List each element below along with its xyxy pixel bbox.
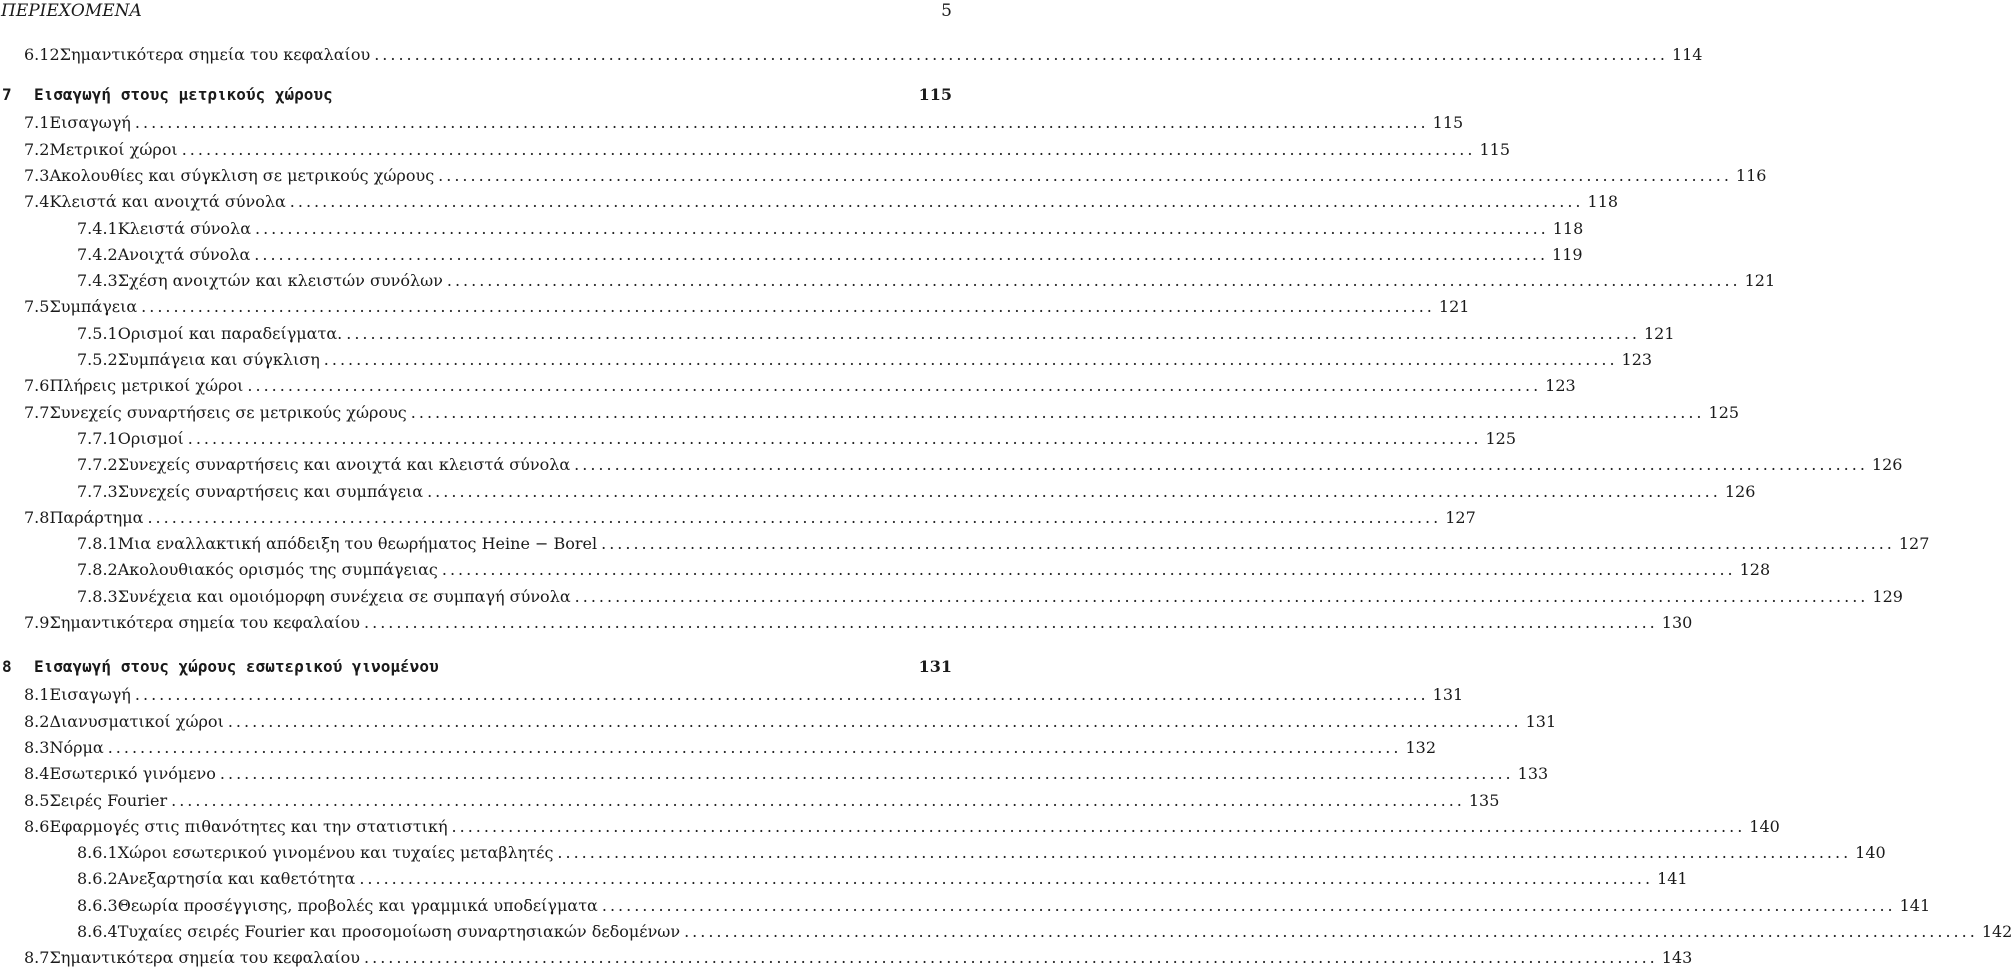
entry-title: Εισαγωγή στους χώρους εσωτερικού γινομένου <box>34 657 439 677</box>
entry-page-number: 125 <box>1708 402 1740 422</box>
dot-leader: ................................................................................................................................................................ <box>147 507 1442 527</box>
entry-page-number: 129 <box>1872 586 1903 606</box>
toc-chapter-entry[interactable] <box>0 655 952 683</box>
toc-subsection-entry[interactable] <box>0 427 1517 451</box>
entry-number: 7.4 <box>24 192 50 212</box>
dot-leader: ................................................................................................................................................................ <box>141 297 1435 317</box>
entry-title: Θεωρία προσέγγισης, προβολές και γραμμικά υποδείγματα <box>117 895 598 915</box>
toc-section-entry[interactable] <box>0 190 1619 214</box>
entry-title: Σειρές Fourier <box>49 790 168 810</box>
entry-number: 8.4 <box>24 764 50 784</box>
entry-page-number: 126 <box>1724 481 1756 501</box>
entry-title: Σχέση ανοιχτών και κλειστών συνόλων <box>117 271 443 291</box>
entry-title: Εισαγωγή στους μετρικούς χώρους <box>34 85 333 105</box>
toc-subsection-entry[interactable] <box>0 867 1688 891</box>
toc-section-entry[interactable] <box>0 710 1557 734</box>
entry-number: 7.5 <box>24 297 50 317</box>
toc-section-entry[interactable] <box>0 762 1549 786</box>
dot-leader: ................................................................................................................................................................ <box>441 560 1736 580</box>
entry-number: 7.2 <box>24 139 50 159</box>
entry-title: Κλειστά σύνολα <box>117 218 251 238</box>
dot-leader: ................................................................................................................................................................ <box>601 895 1896 915</box>
entry-page-number: 118 <box>1552 218 1584 238</box>
dot-leader: ................................................................................................................................................................ <box>438 165 1732 185</box>
toc-subsection-entry[interactable] <box>0 480 1756 504</box>
entry-page-number: 126 <box>1871 455 1903 475</box>
dot-leader: ................................................................................................................................................................ <box>601 534 1895 554</box>
dot-leader: ................................................................................................................................................................ <box>227 711 1522 731</box>
entry-number: 7.8.2 <box>77 560 118 580</box>
toc-subsection-entry[interactable] <box>0 322 1675 346</box>
entry-title: Σημαντικότερα σημεία του κεφαλαίου <box>49 613 361 632</box>
entry-title: Συνεχείς συναρτήσεις και συμπάγεια <box>117 481 424 501</box>
entry-number: 8.6 <box>24 816 50 836</box>
entry-number: 7.1 <box>24 113 50 133</box>
entry-title: Κλειστά και ανοιχτά σύνολα <box>49 192 286 212</box>
entry-title: Ακολουθίες και σύγκλιση σε μετρικούς χώρους <box>49 165 435 185</box>
toc-section-entry[interactable] <box>0 611 1693 635</box>
entry-title: Παράρτημα <box>49 507 144 527</box>
toc-subsection-entry[interactable] <box>0 558 1771 582</box>
entry-page-number: 135 <box>1468 790 1500 810</box>
entry-number: 7.8.3 <box>77 586 118 606</box>
dot-leader: ................................................................................................................................................................ <box>219 764 1514 784</box>
entry-page-number: 121 <box>1744 271 1776 291</box>
entry-number: 7.4.2 <box>77 244 118 264</box>
entry-page-number: 115 <box>1479 139 1510 159</box>
entry-title: Νόρμα <box>49 737 104 757</box>
entry-title: Συμπάγεια και σύγκλιση <box>117 350 320 369</box>
entry-title: Χώροι εσωτερικού γινομένου και τυχαίες μεταβλητές <box>117 843 554 863</box>
entry-title: Πλήρεις μετρικοί χώροι <box>49 376 244 396</box>
entry-number: 7.5.1 <box>77 323 118 343</box>
entry-page-number: 118 <box>1587 192 1619 212</box>
entry-page-number: 115 <box>1432 113 1464 133</box>
dot-leader: ................................................................................................................................................................ <box>254 244 1549 264</box>
entry-number: 7.4.3 <box>77 271 118 291</box>
dot-leader: ................................................................................................................................................................ <box>187 428 1482 448</box>
entry-number: 8.7 <box>24 948 50 968</box>
toc-section-entry[interactable] <box>0 683 1464 707</box>
entry-number: 8.6.4 <box>77 922 118 941</box>
entry-number: 7.7 <box>24 402 50 422</box>
entry-page-number: 127 <box>1898 534 1930 554</box>
entry-page-number: 131 <box>1525 711 1557 731</box>
entry-title: Ορισμοί και παραδείγματα. <box>117 323 343 343</box>
entry-number: 7 <box>2 85 12 105</box>
toc-section-entry[interactable] <box>0 295 1470 319</box>
entry-title: Συνεχείς συναρτήσεις σε μετρικούς χώρους <box>49 402 407 422</box>
dot-leader: ................................................................................................................................................................ <box>557 843 1852 863</box>
toc-section-entry[interactable] <box>0 736 1436 760</box>
toc-subsection-entry[interactable] <box>0 348 1653 372</box>
dot-leader: ................................................................................................................................................................ <box>289 192 1584 212</box>
entry-title: Εσωτερικό γινόμενο <box>49 764 216 784</box>
toc-section-entry[interactable] <box>0 506 1476 530</box>
entry-page-number: 143 <box>1661 948 1693 968</box>
entry-title: Ανεξαρτησία και καθετότητα <box>117 869 356 889</box>
entry-page-number: 127 <box>1445 507 1476 527</box>
entry-number: 8.5 <box>24 790 50 810</box>
entry-page-number: 116 <box>1735 165 1767 185</box>
entry-page-number: 128 <box>1739 560 1771 580</box>
entry-page-number: 121 <box>1643 323 1675 343</box>
dot-leader: ................................................................................................................................................................ <box>574 586 1869 606</box>
entry-page-number: 140 <box>1855 843 1886 863</box>
entry-title: Ορισμοί <box>117 428 184 448</box>
toc-subsection-entry[interactable] <box>0 585 1903 609</box>
page-number: 5 <box>941 1 952 21</box>
entry-title: Σημαντικότερα σημεία του κεφαλαίου <box>49 948 361 968</box>
toc-subsection-entry[interactable] <box>0 453 1903 477</box>
entry-title: Συμπάγεια <box>49 297 138 317</box>
dot-leader: ................................................................................................................................................................ <box>451 816 1746 836</box>
entry-page-number: 115 <box>918 85 952 105</box>
dot-leader: ................................................................................................................................................................ <box>364 948 1658 968</box>
entry-number: 8.1 <box>24 685 50 705</box>
toc-chapter-entry[interactable] <box>0 83 952 111</box>
entry-number: 7.9 <box>24 613 50 632</box>
entry-number: 7.8.1 <box>77 534 118 554</box>
running-title: ΠΕΡΙΕΧΟΜΕΝΑ <box>1 1 142 21</box>
toc-section-entry[interactable] <box>0 946 1693 970</box>
entry-title: Εισαγωγή <box>49 113 131 133</box>
entry-page-number: 131 <box>1432 685 1464 705</box>
entry-page-number: 133 <box>1517 764 1549 784</box>
entry-page-number: 121 <box>1438 297 1470 317</box>
dot-leader: ................................................................................................................................................................ <box>255 218 1549 238</box>
dot-leader: ................................................................................................................................................................ <box>359 869 1654 889</box>
entry-number: 8.2 <box>24 711 50 731</box>
dot-leader: ................................................................................................................................................................ <box>574 455 1868 475</box>
toc-subsection-entry[interactable] <box>0 920 2012 944</box>
entry-number: 7.6 <box>24 376 50 396</box>
entry-page-number: 132 <box>1405 737 1436 757</box>
entry-number: 7.7.3 <box>77 481 118 501</box>
entry-page-number: 114 <box>1671 45 1703 64</box>
dot-leader: ................................................................................................................................................................ <box>364 613 1658 632</box>
entry-page-number: 123 <box>1545 376 1576 396</box>
dot-leader: ................................................................................................................................................................ <box>427 481 1721 501</box>
entry-page-number: 125 <box>1485 428 1517 448</box>
toc-section-entry[interactable] <box>0 111 1464 135</box>
entry-page-number: 141 <box>1899 895 1931 915</box>
entry-page-number: 142 <box>1981 922 2012 941</box>
dot-leader: ................................................................................................................................................................ <box>181 139 1476 159</box>
dot-leader: ................................................................................................................................................................ <box>346 323 1640 343</box>
dot-leader: ................................................................................................................................................................ <box>134 685 1429 705</box>
entry-number: 8.3 <box>24 737 50 757</box>
entry-title: Μετρικοί χώροι <box>49 139 178 159</box>
entry-number: 8.6.3 <box>77 895 118 915</box>
dot-leader: ................................................................................................................................................................ <box>410 402 1705 422</box>
entry-page-number: 131 <box>918 657 952 677</box>
entry-title: Συνεχείς συναρτήσεις και ανοιχτά και κλειστά σύνολα <box>117 455 571 475</box>
entry-number: 7.7.1 <box>77 428 118 448</box>
toc-section-entry[interactable] <box>0 164 1767 188</box>
toc-subsection-entry[interactable] <box>0 217 1584 241</box>
toc-subsection-entry[interactable] <box>0 532 1930 556</box>
entry-page-number: 123 <box>1621 350 1653 369</box>
entry-number: 6.12 <box>24 45 60 64</box>
dot-leader: ................................................................................................................................................................ <box>171 790 1465 810</box>
entry-page-number: 140 <box>1749 816 1780 836</box>
toc-subsection-entry[interactable] <box>0 894 1931 918</box>
dot-leader: ................................................................................................................................................................ <box>446 271 1741 291</box>
entry-number: 7.8 <box>24 507 50 527</box>
entry-title: Σημαντικότερα σημεία του κεφαλαίου <box>59 45 371 64</box>
entry-number: 8.6.2 <box>77 869 118 889</box>
dot-leader: ................................................................................................................................................................ <box>134 113 1429 133</box>
entry-number: 7.7.2 <box>77 455 118 475</box>
toc-section-entry[interactable] <box>0 401 1740 425</box>
toc-section-entry[interactable] <box>0 815 1780 839</box>
entry-number: 7.3 <box>24 165 50 185</box>
toc-subsection-entry[interactable] <box>0 243 1583 267</box>
toc-section-entry[interactable] <box>0 789 1500 813</box>
entry-number: 7.4.1 <box>77 218 118 238</box>
dot-leader: ................................................................................................................................................................ <box>107 737 1402 757</box>
entry-title: Εφαρμογές στις πιθανότητες και την στατιστική <box>49 816 448 836</box>
toc-section-entry[interactable] <box>0 43 1703 67</box>
entry-page-number: 130 <box>1661 613 1693 632</box>
entry-number: 7.5.2 <box>77 350 118 369</box>
entry-page-number: 119 <box>1552 244 1583 264</box>
dot-leader: ................................................................................................................................................................ <box>323 350 1618 369</box>
toc-subsection-entry[interactable] <box>0 841 1886 865</box>
entry-title: Διανυσματικοί χώροι <box>49 711 224 731</box>
entry-number: 8.6.1 <box>77 843 118 863</box>
dot-leader: ................................................................................................................................................................ <box>247 376 1542 396</box>
toc-section-entry[interactable] <box>0 138 1510 162</box>
entry-number: 8 <box>2 657 12 677</box>
toc-section-entry[interactable] <box>0 374 1576 398</box>
dot-leader: ................................................................................................................................................................ <box>684 922 1978 941</box>
entry-title: Εισαγωγή <box>49 685 131 705</box>
entry-page-number: 141 <box>1657 869 1688 889</box>
dot-leader: ................................................................................................................................................................ <box>374 45 1668 64</box>
toc-subsection-entry[interactable] <box>0 269 1776 293</box>
entry-title: Συνέχεια και ομοιόμορφη συνέχεια σε συμπαγή σύνολα <box>117 586 571 606</box>
entry-title: Μια εναλλακτική απόδειξη του θεωρήματος Heine − Borel <box>117 534 598 554</box>
entry-title: Ανοιχτά σύνολα <box>117 244 251 264</box>
entry-title: Ακολουθιακός ορισμός της συμπάγειας <box>117 560 438 580</box>
entry-title: Τυχαίες σειρές Fourier και προσομοίωση συναρτησιακών δεδομένων <box>117 922 681 941</box>
page-header <box>0 0 960 26</box>
